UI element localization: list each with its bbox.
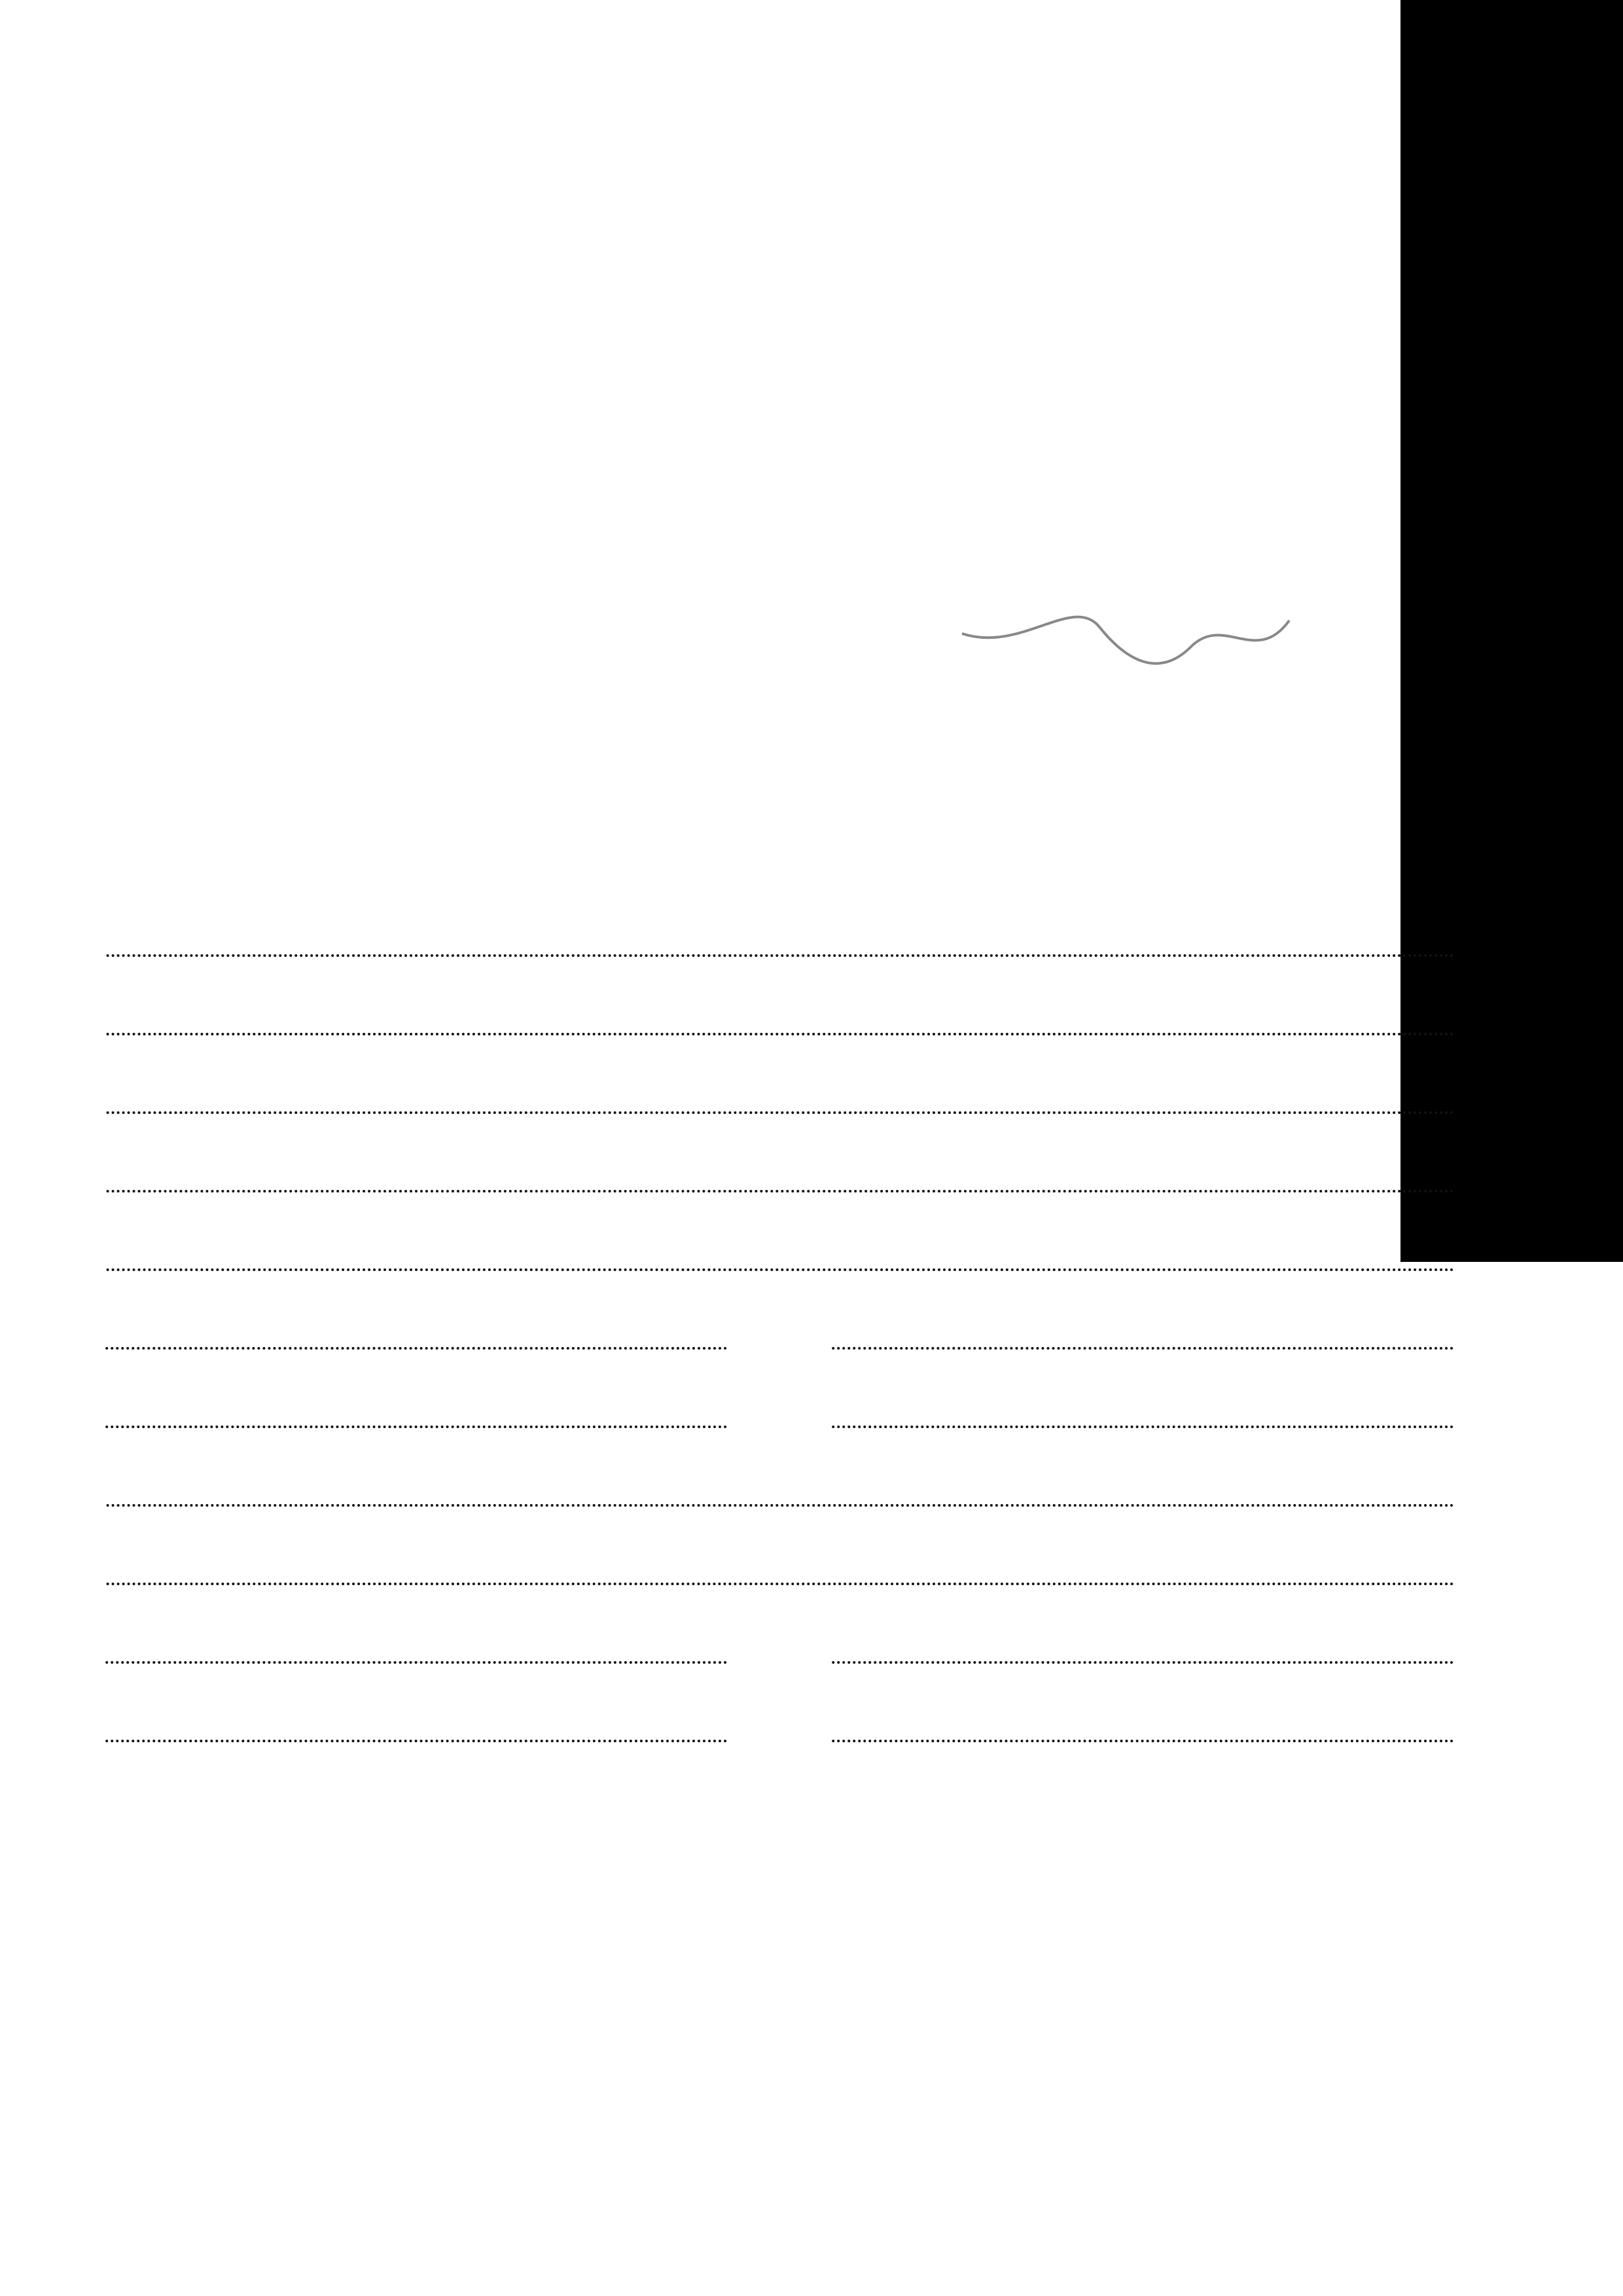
form-field-row: [105, 1111, 1544, 1170]
form-field-row: [105, 1268, 1544, 1327]
form-field-row: [105, 1426, 1544, 1484]
field-line: [831, 1426, 1453, 1467]
form-field-row: [105, 1347, 1544, 1406]
field-line: [105, 1583, 1453, 1624]
scan-edge-shadow-bottom: [1400, 0, 1623, 149]
field-line: [105, 1033, 1453, 1075]
field-line: [105, 1190, 1453, 1232]
field-line: [105, 1347, 726, 1389]
field-line: [105, 1504, 1453, 1546]
form-field-row: [105, 1583, 1544, 1641]
field-line: [831, 1347, 1453, 1389]
form-field-row: [105, 1661, 1544, 1720]
form-field-row: [105, 954, 1544, 1013]
field-line: [105, 1111, 1453, 1153]
official-stamp: [969, 476, 1387, 620]
field-line: [105, 1740, 726, 1782]
form-field-row: [105, 1033, 1544, 1092]
form-field-row: [105, 1190, 1544, 1249]
field-line: [105, 954, 1453, 996]
form-field-row: [105, 1504, 1544, 1563]
field-line: [831, 1661, 1453, 1703]
form-title: [0, 1851, 1623, 1890]
field-line: [105, 1268, 1453, 1310]
field-line: [831, 1740, 1453, 1782]
field-line: [105, 1661, 726, 1703]
field-line: [105, 1426, 726, 1467]
form-field-row: [105, 1740, 1544, 1799]
